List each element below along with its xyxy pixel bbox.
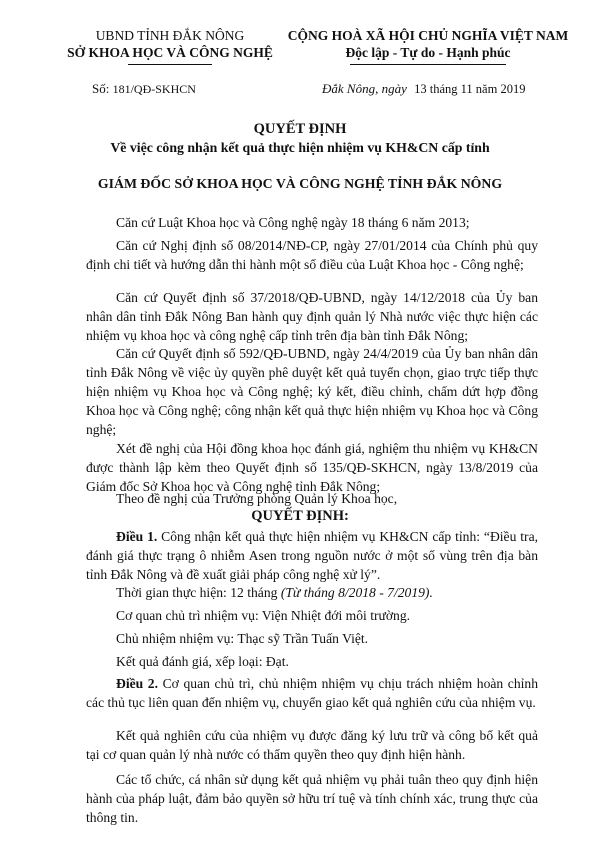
duration-detail: (Từ tháng 8/2018 - 7/2019).	[280, 585, 433, 600]
preamble-proposal: Theo đề nghị của Trưởng phòng Quản lý Khoa học,	[116, 491, 398, 506]
preamble-decision-37: Căn cứ Quyết định số 37/2018/QĐ-UBND, ngày 14/12/2018 của Ủy ban nhân dân tỉnh Đắk Nông Ban hành quy định quản lý Nhà nước việc thực hiện các nhiệm vụ khoa học và công nghệ cấp tỉnh trên địa bàn tỉnh Đắk Nông;	[86, 290, 538, 343]
agency-parent: UBND TỈNH ĐẮK NÔNG	[95, 28, 245, 43]
national-motto: Độc lập - Tự do - Hạnh phúc	[345, 45, 511, 60]
article-2-compliance: Các tổ chức, cá nhân sử dụng kết quả nhiệm vụ phải tuân theo quy định hiện hành của pháp luật, đảm bảo quyền sở hữu trí tuệ và tính chính xác, trung thực của thông tin.	[86, 772, 538, 825]
article-1-duration	[116, 585, 433, 601]
article-1-result: Kết quả đánh giá, xếp loại: Đạt.	[116, 654, 289, 669]
duration-label: Thời gian thực hiện: 12 tháng	[116, 585, 278, 600]
number-value: 181/QĐ-SKHCN	[112, 82, 196, 96]
article-2-text: Cơ quan chủ trì, chủ nhiệm nhiệm vụ chịu trách nhiệm hoàn chỉnh các thủ tục liên quan đến nhiệm vụ, chuyển giao kết quả nghiên cứu của nhiệm vụ.	[86, 676, 539, 710]
document-title: QUYẾT ĐỊNH	[253, 121, 347, 137]
article-1-text: Công nhận kết quả thực hiện nhiệm vụ KH&CN cấp tỉnh: “Điều tra, đánh giá thực trạng ô nhiễm Asen trong nguồn nước ở một số vùng trên địa bàn tỉnh Đắk Nông và đề xuất giải pháp công nghệ xử lý”.	[86, 529, 538, 582]
document-number	[92, 81, 196, 97]
number-label: Số:	[92, 81, 110, 96]
decision-heading: QUYẾT ĐỊNH:	[251, 508, 349, 524]
place-prefix: Đắk Nông, ngày	[322, 81, 407, 96]
agency-name: SỞ KHOA HỌC VÀ CÔNG NGHỆ	[67, 45, 273, 60]
article-1	[86, 527, 538, 584]
article-1-host: Cơ quan chủ trì nhiệm vụ: Viện Nhiệt đới môi trường.	[116, 608, 411, 623]
preamble-council: Xét đề nghị của Hội đồng khoa học đánh giá, nghiệm thu nhiệm vụ KH&CN được thành lập kèm theo Quyết định số 135/QĐ-SKHCN, ngày 13/8/2019 của Giám đốc Sở Khoa học và Công nghệ tỉnh Đắk Nông;	[86, 441, 538, 494]
article-1-label: Điều 1.	[116, 529, 158, 544]
article-2-label: Điều 2.	[116, 676, 158, 691]
document-subject: Về việc công nhận kết quả thực hiện nhiệm vụ KH&CN cấp tỉnh	[110, 140, 490, 155]
article-2	[86, 674, 538, 712]
article-2-registration: Kết quả nghiên cứu của nhiệm vụ được đăng ký lưu trữ và công bố kết quả tại cơ quan quản lý nhà nước có thẩm quyền theo quy định hiện hành.	[86, 728, 538, 762]
agency-underline	[128, 64, 212, 65]
preamble-decree: Căn cứ Nghị định số 08/2014/NĐ-CP, ngày 27/01/2014 của Chính phủ quy định chi tiết và hướng dẫn thi hành một số điều của Luật Khoa học - Công nghệ;	[86, 238, 538, 272]
date-value: 13 tháng 11 năm 2019	[414, 82, 526, 96]
national-title: CỘNG HOÀ XÃ HỘI CHỦ NGHĨA VIỆT NAM	[287, 28, 569, 43]
article-1-leader: Chủ nhiệm nhiệm vụ: Thạc sỹ Trần Tuấn Việt.	[116, 631, 369, 646]
preamble-decision-592: Căn cứ Quyết định số 592/QĐ-UBND, ngày 24/4/2019 của Ủy ban nhân dân tỉnh Đắk Nông về việc ủy quyền phê duyệt kết quả tuyển chọn, giao trực tiếp thực hiện nhiệm vụ Khoa học và Công nghệ; ký kết, điều chỉnh, chấm dứt hợp đồng Khoa học và Công nghệ; công nhận kết quả thực hiện nhiệm vụ Khoa học và Công nghệ;	[86, 346, 538, 437]
motto-underline	[350, 64, 506, 65]
issuing-authority: GIÁM ĐỐC SỞ KHOA HỌC VÀ CÔNG NGHỆ TỈNH ĐẮK NÔNG	[97, 176, 503, 191]
preamble-law: Căn cứ Luật Khoa học và Công nghệ ngày 18 tháng 6 năm 2013;	[116, 215, 470, 230]
place-date	[322, 81, 525, 97]
